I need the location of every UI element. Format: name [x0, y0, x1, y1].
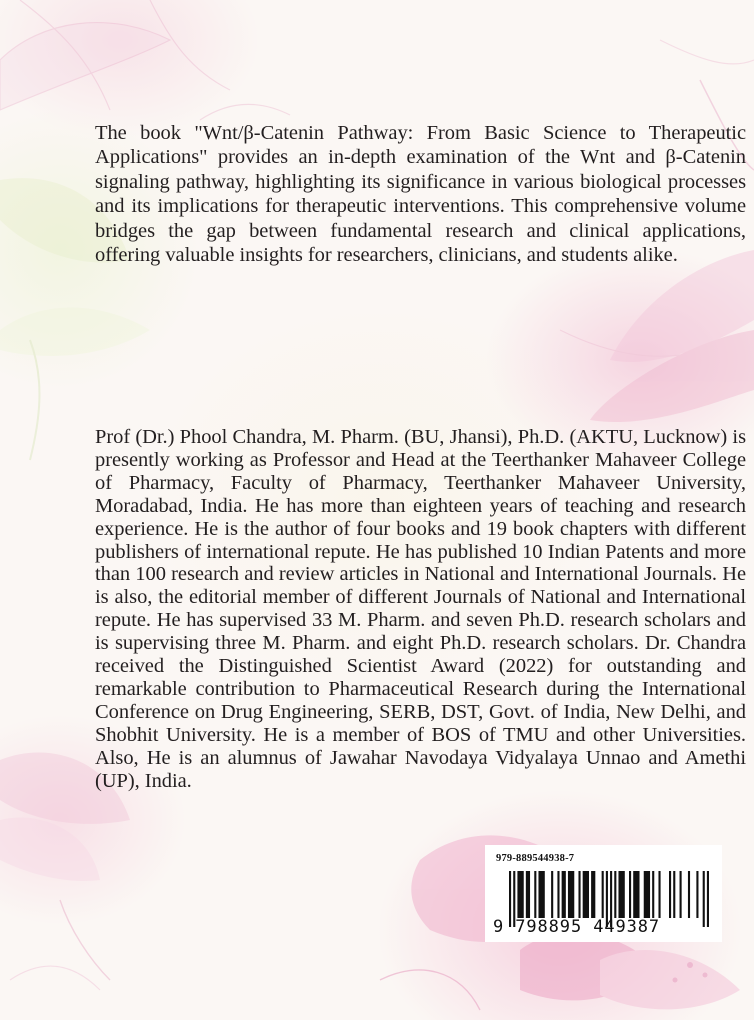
- isbn-number: 979-889544938-7: [496, 853, 575, 864]
- barcode-bar: [517, 871, 523, 918]
- barcode-bar: [526, 871, 530, 918]
- barcode-bar: [688, 871, 690, 918]
- barcode-bar: [562, 871, 566, 918]
- barcode-bar: [602, 871, 604, 918]
- barcode-bar: [644, 871, 650, 918]
- barcode-bar: [551, 871, 553, 918]
- book-description: The book "Wnt/β-Catenin Pathway: From Basic Science to Therapeutic Applications" provides an in-depth examination of the Wnt and β-Catenin signaling pathway, highlighting its significance in various biological processes and its implications for therapeutic interventions. This comprehensive volume bridges the gap between fundamental research and clinical applications, offering valuable insights for researchers, clinicians, and students alike.: [95, 122, 746, 267]
- author-biography: Prof (Dr.) Phool Chandra, M. Pharm. (BU, Jhansi), Ph.D. (AKTU, Lucknow) is presently working as Professor and Head at the Teerthanker Mahaveer College of Pharmacy, Faculty of Pharmacy, Teerthanker Mahaveer University, Moradabad, India. He has more than eighteen years of teaching and research experience. He is the author of four books and 19 book chapters with different publishers of international repute. He has published 10 Indian Patents and more than 100 research and review articles in National and International Journals. He is also, the editorial member of different Journals of National and International repute. He has supervised 33 M. Pharm. and seven Ph.D. research scholars and is supervising three M. Pharm. and eight Ph.D. research scholars. Dr. Chandra received the Distinguished Scientist Award (2022) for outstanding and remarkable contribution to Pharmaceutical Research during the International Conference on Drug Engineering, SERB, DST, Govt. of India, New Delhi, and Shobhit University. He is a member of BOS of TMU and other Universities. Also, He is an alumnus of Jawahar Navodaya Vidyalaya Unnao and Amethi (UP), India.: [95, 426, 746, 792]
- barcode-bar: [680, 871, 682, 918]
- barcode-bar: [557, 871, 559, 918]
- barcode-bar: [578, 871, 580, 918]
- isbn-barcode: [485, 845, 722, 942]
- barcode-bar: [633, 871, 639, 918]
- barcode-bar: [568, 871, 574, 918]
- barcode-bar: [618, 871, 624, 918]
- barcode-bar: [696, 871, 698, 918]
- barcode-bar: [658, 871, 660, 918]
- barcode-bar: [669, 871, 671, 918]
- barcode-bar: [583, 871, 589, 918]
- barcode-bar: [673, 871, 675, 918]
- barcode-bar: [538, 871, 544, 918]
- barcode-bar: [591, 871, 595, 918]
- barcode-bar: [614, 871, 616, 918]
- barcode-digits: 9 798895 449387: [493, 917, 661, 937]
- barcode-bar: [652, 871, 654, 918]
- barcode-bar: [629, 871, 631, 918]
- barcode-bar: [534, 871, 536, 918]
